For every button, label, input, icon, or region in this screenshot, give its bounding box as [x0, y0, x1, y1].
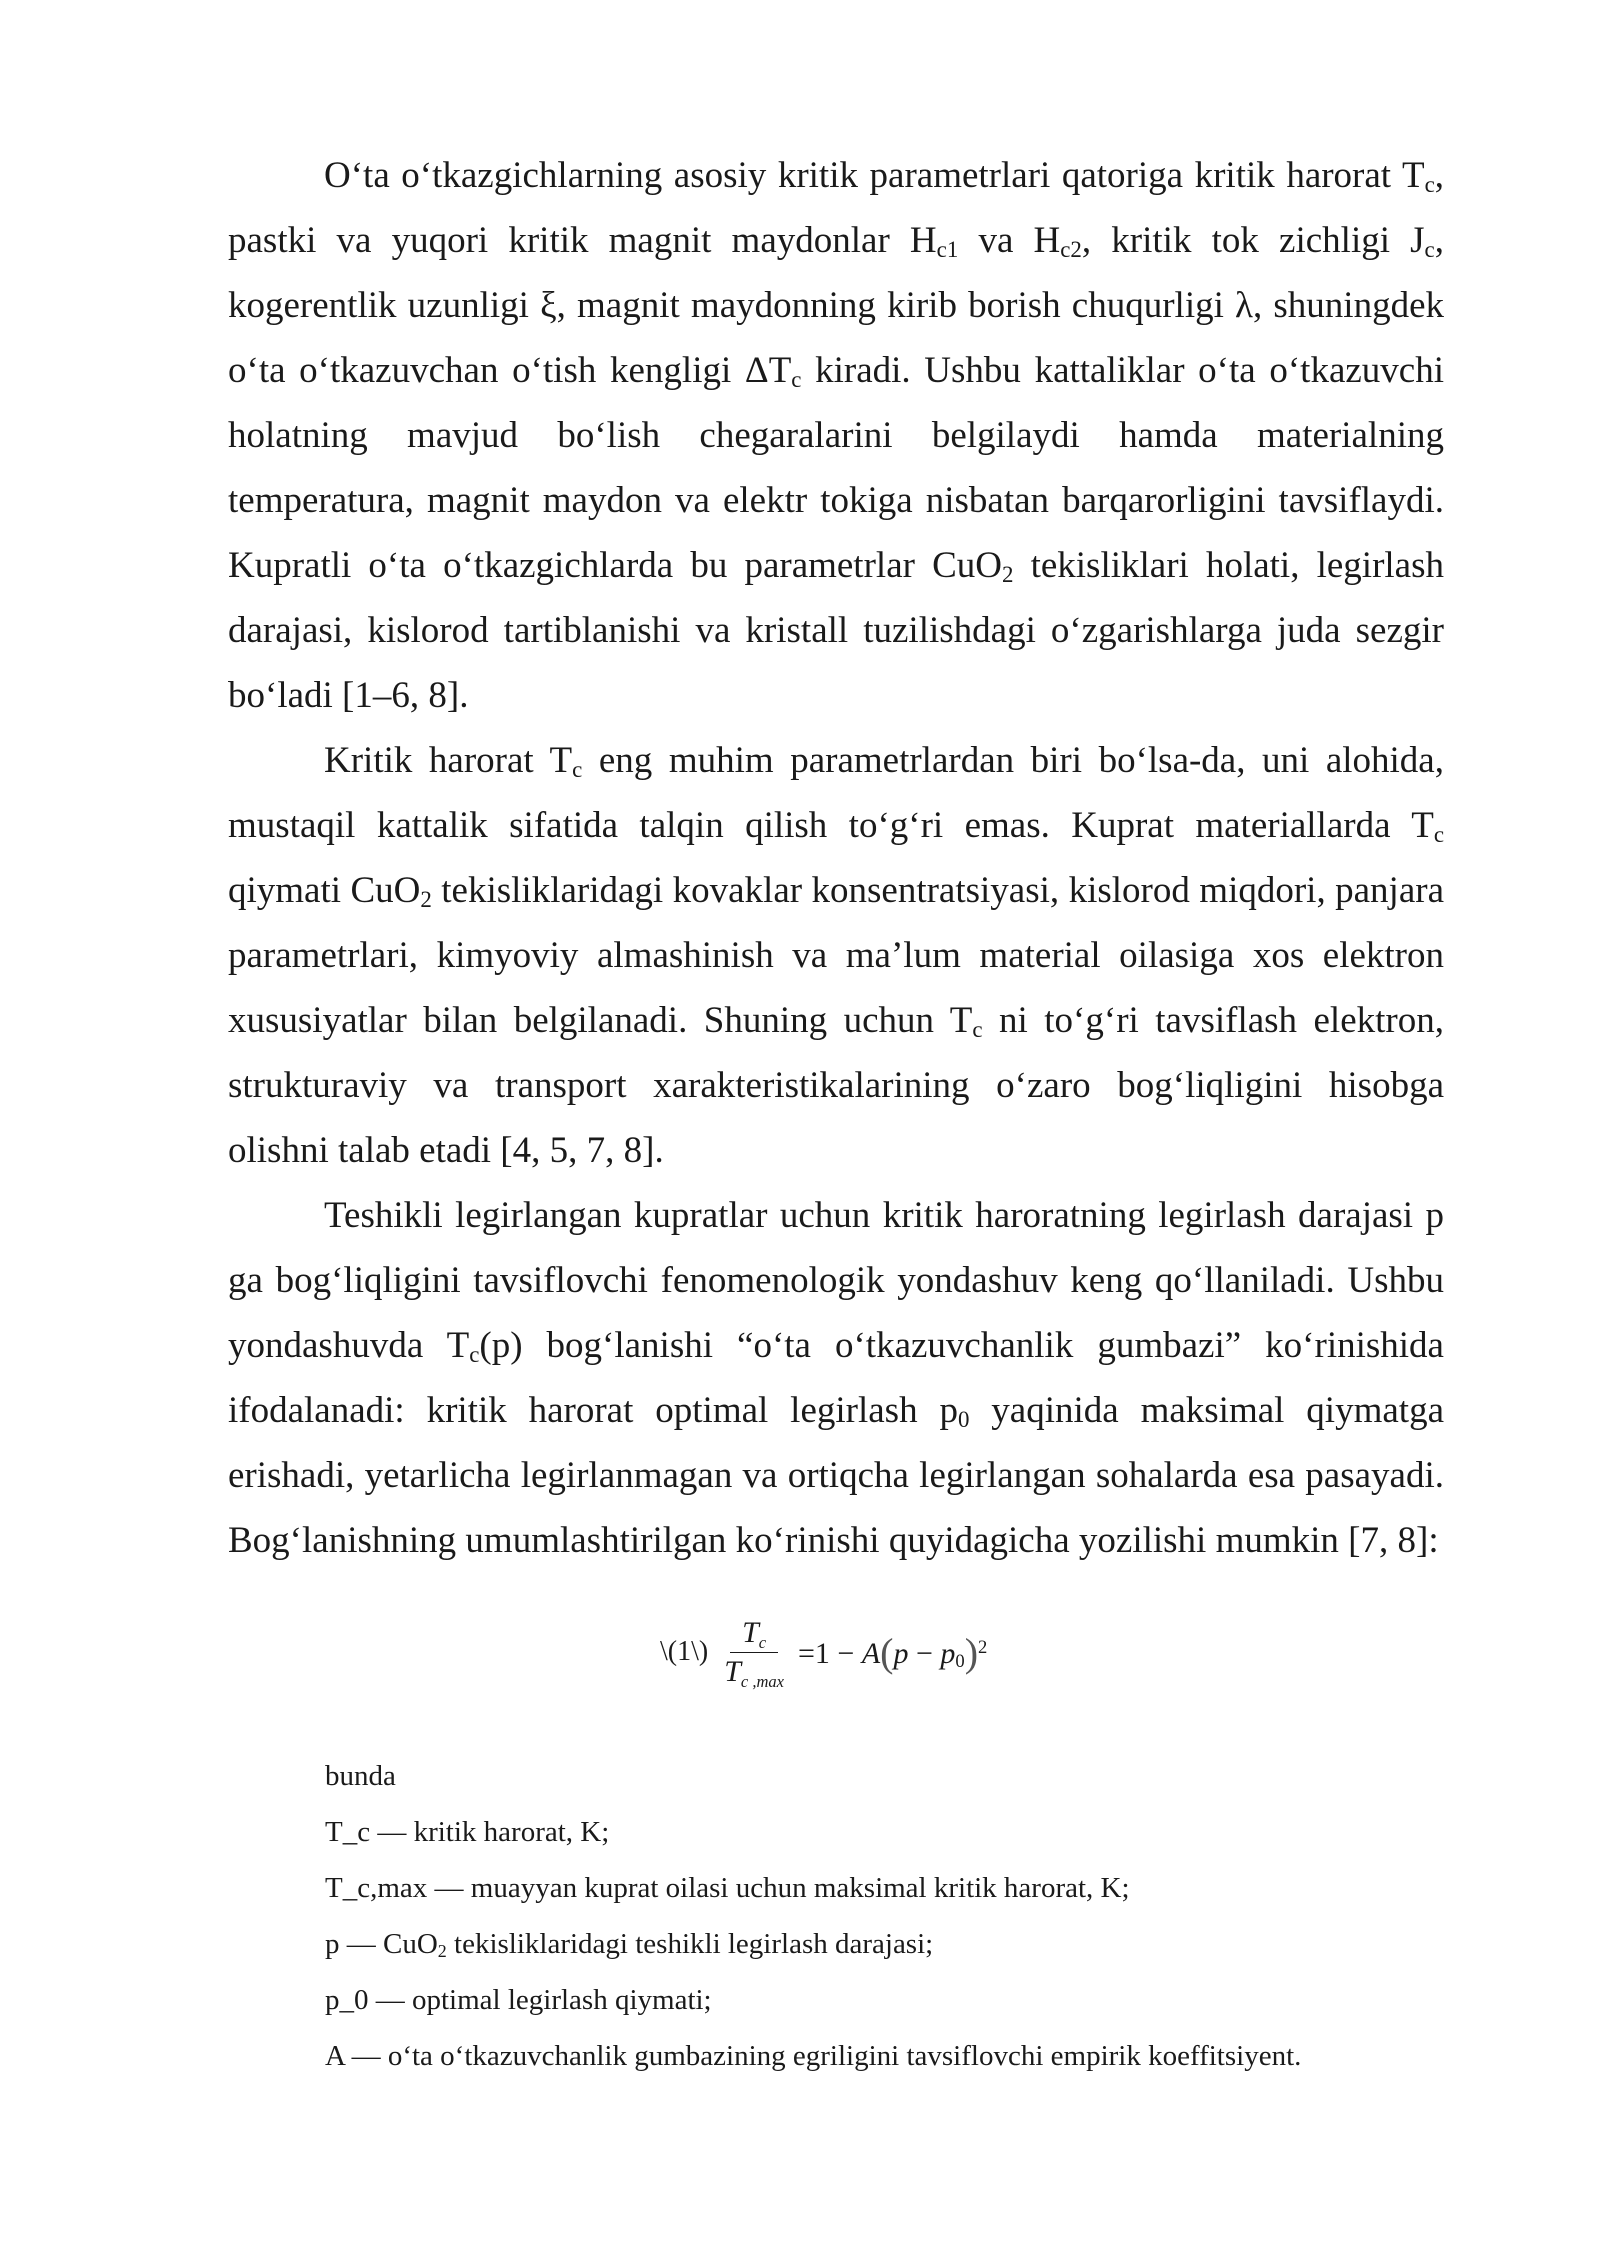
definition-tcmax: T_c,max — muayyan kuprat oilasi uchun maksimal kritik harorat, K; [325, 1872, 1130, 1904]
equation-fraction [718, 1616, 790, 1689]
definition-tc: T_c — kritik harorat, K; [325, 1816, 610, 1848]
paragraph-critical-parameters: O‘ta o‘tkazgichlarning asosiy kritik parametrlari qatoriga kritik harorat $T_c$, pastki va yuqori kritik magnit maydonlar $H_{c1}$ va $H_{c2}$, kritik tok zichligi $J_c$, kogerentlik uzunligi ξ, magnit maydonning kirib borish chuqurligi λ, shuningdek o‘ta o‘tkazuvchan o‘tish kengligi $\Delta T_c$ kiradi. Ushbu kattaliklar o‘ta o‘tkazuvchi holatning mavjud bo‘lish chegaralarini belgilaydi hamda materialning temperatura, magnit maydon va elektr tokiga nisbatan barqarorligini tavsiflaydi. Kupratli o‘ta o‘tkazgichlarda bu parametrlar CuO$_2$ tekisliklari holati, legirlash darajasi, kislorod tartiblanishi va kristall tuzilishdagi o‘zgarishlarga juda sezgir bo‘ladi [1–6, 8]. [228, 155, 1444, 716]
equation-right-side: $=1 - A(p - p_0)^2$ [797, 1629, 988, 1675]
variable-definitions [325, 1748, 1475, 2084]
paragraph-critical-temperature: Kritik harorat $T_c$ eng muhim parametrlardan biri bo‘lsa-da, uni alohida, mustaqil kattalik sifatida talqin qilish to‘g‘ri emas. Kuprat materiallarda $T_c$ qiymati CuO$_2$ tekisliklaridagi kovaklar konsentratsiyasi, kislorod miqdori, panjara parametrlari, kimyoviy almashinish va ma’lum material oilasiga xos elektron xususiyatlar bilan belgilanadi. Shuning uchun $T_c$ ni to‘g‘ri tavsiflash elektron, strukturaviy va transport xarakteristikalarining o‘zaro bog‘liqligini hisobga olishni talab etadi [4, 5, 7, 8]. [228, 740, 1444, 1171]
fraction-denominator: $T_{c ,max}$ [724, 1654, 784, 1691]
definition-p0: p_0 — optimal legirlash qiymati; [325, 1984, 712, 2016]
fraction-numerator: $T_c$ [730, 1616, 778, 1653]
equation-number: \(1\) [660, 1636, 709, 1667]
definition-a: A — o‘ta o‘tkazuvchanlik gumbazining egriligini tavsiflovchi empirik koeffitsiyent. [325, 2040, 1302, 2072]
paragraph-doping-dome: Teshikli legirlangan kupratlar uchun kritik haroratning legirlash darajasi p ga bog‘liqligini tavsiflovchi fenomenologik yondashuv keng qo‘llaniladi. Ushbu yondashuvda $T_c(p)$ bog‘lanishi “o‘ta o‘tkazuvchanlik gumbazi” ko‘rinishida ifodalanadi: kritik harorat optimal legirlash $p_0$ yaqinida maksimal qiymatga erishadi, yetarlicha legirlanmagan va ortiqcha legirlangan sohalarda esa pasayadi. Bog‘lanishning umumlashtirilgan ko‘rinishi quyidagicha yozilishi mumkin [7, 8]: [228, 1195, 1444, 1561]
definitions-intro: bunda [325, 1760, 396, 1792]
equation-1 [660, 1612, 987, 1692]
definition-p: p — CuO$_2$ tekisliklaridagi teshikli legirlash darajasi; [325, 1928, 934, 1961]
